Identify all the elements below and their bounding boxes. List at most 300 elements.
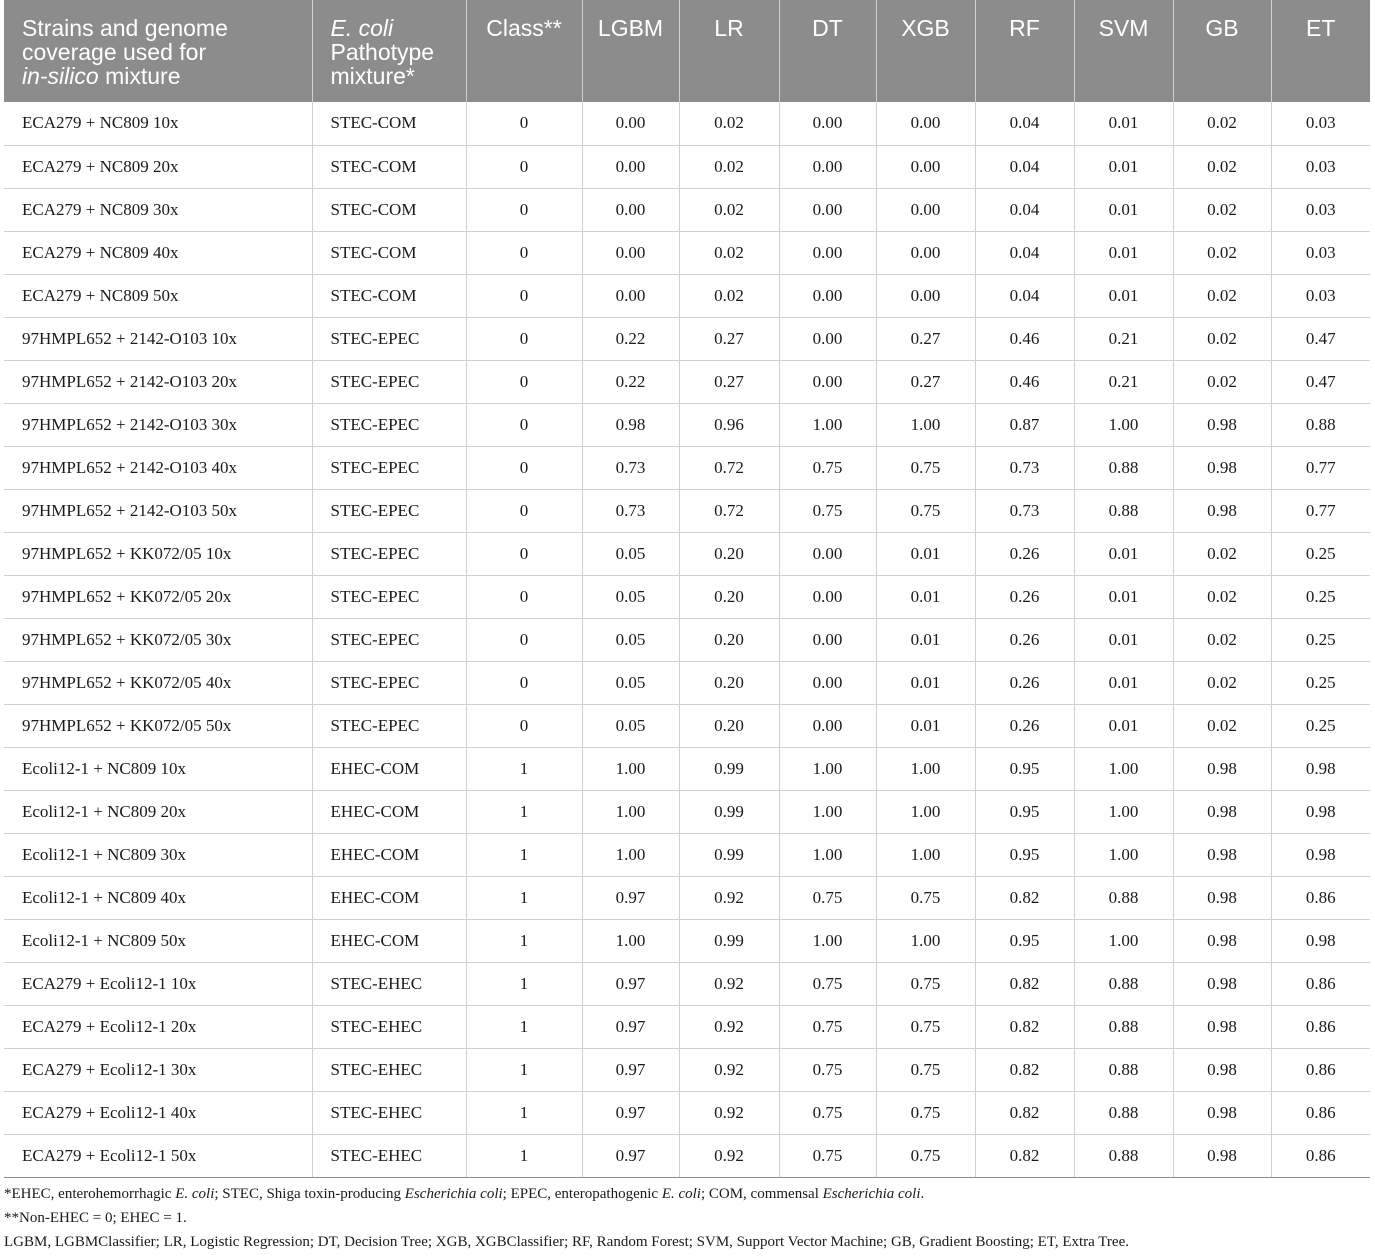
cell-score-dt: 0.00 <box>779 618 876 661</box>
cell-score-gb: 0.98 <box>1173 962 1271 1005</box>
cell-score-lgbm: 0.97 <box>582 1134 679 1177</box>
cell-class: 0 <box>466 575 582 618</box>
header-model-rf: RF <box>975 0 1074 102</box>
cell-score-rf: 0.04 <box>975 274 1074 317</box>
footnote-1-italic-d: Escherichia coli <box>822 1186 921 1202</box>
cell-score-dt: 1.00 <box>779 403 876 446</box>
cell-score-xgb: 1.00 <box>876 790 975 833</box>
cell-score-et: 0.03 <box>1271 231 1370 274</box>
cell-score-xgb: 0.75 <box>876 962 975 1005</box>
cell-score-xgb: 0.75 <box>876 446 975 489</box>
cell-score-et: 0.03 <box>1271 102 1370 145</box>
table-row <box>4 618 1370 661</box>
cell-pathotype: STEC-EHEC <box>312 1048 466 1091</box>
cell-score-dt: 1.00 <box>779 747 876 790</box>
cell-score-xgb: 0.00 <box>876 188 975 231</box>
cell-strain: 97HMPL652 + KK072/05 50x <box>4 704 312 747</box>
cell-score-gb: 0.02 <box>1173 532 1271 575</box>
cell-score-et: 0.98 <box>1271 790 1370 833</box>
cell-pathotype: STEC-COM <box>312 231 466 274</box>
cell-score-svm: 0.21 <box>1074 317 1173 360</box>
cell-score-lgbm: 0.05 <box>582 618 679 661</box>
cell-score-et: 0.86 <box>1271 1091 1370 1134</box>
results-table <box>4 0 1370 1178</box>
cell-score-svm: 0.01 <box>1074 618 1173 661</box>
cell-score-xgb: 0.75 <box>876 1091 975 1134</box>
cell-pathotype: STEC-COM <box>312 274 466 317</box>
cell-strain: 97HMPL652 + KK072/05 10x <box>4 532 312 575</box>
cell-score-et: 0.03 <box>1271 145 1370 188</box>
cell-score-lr: 0.20 <box>679 661 779 704</box>
cell-score-gb: 0.02 <box>1173 274 1271 317</box>
cell-score-lgbm: 0.22 <box>582 360 679 403</box>
cell-score-lr: 0.96 <box>679 403 779 446</box>
cell-class: 0 <box>466 145 582 188</box>
cell-score-lgbm: 0.97 <box>582 962 679 1005</box>
cell-score-rf: 0.46 <box>975 317 1074 360</box>
cell-score-et: 0.25 <box>1271 575 1370 618</box>
cell-score-gb: 0.98 <box>1173 1005 1271 1048</box>
cell-score-xgb: 0.75 <box>876 1005 975 1048</box>
cell-score-dt: 0.75 <box>779 962 876 1005</box>
cell-score-dt: 0.75 <box>779 1134 876 1177</box>
cell-score-rf: 0.95 <box>975 747 1074 790</box>
cell-score-svm: 1.00 <box>1074 747 1173 790</box>
table-row <box>4 1091 1370 1134</box>
cell-score-xgb: 0.75 <box>876 876 975 919</box>
cell-class: 1 <box>466 1005 582 1048</box>
cell-score-gb: 0.98 <box>1173 403 1271 446</box>
table-row <box>4 962 1370 1005</box>
cell-score-lr: 0.02 <box>679 102 779 145</box>
cell-pathotype: STEC-COM <box>312 145 466 188</box>
cell-score-et: 0.47 <box>1271 317 1370 360</box>
cell-score-et: 0.25 <box>1271 704 1370 747</box>
cell-class: 0 <box>466 661 582 704</box>
cell-score-et: 0.86 <box>1271 1048 1370 1091</box>
cell-score-gb: 0.02 <box>1173 102 1271 145</box>
cell-score-svm: 0.01 <box>1074 231 1173 274</box>
cell-strain: ECA279 + Ecoli12-1 50x <box>4 1134 312 1177</box>
cell-score-svm: 0.01 <box>1074 274 1173 317</box>
footnote-1-italic-c: E. coli <box>661 1186 701 1202</box>
cell-pathotype: STEC-EPEC <box>312 446 466 489</box>
cell-score-rf: 0.26 <box>975 704 1074 747</box>
header-pathotype-line3: mixture* <box>330 63 415 89</box>
cell-score-dt: 0.75 <box>779 876 876 919</box>
cell-score-lgbm: 1.00 <box>582 919 679 962</box>
cell-class: 0 <box>466 489 582 532</box>
cell-score-xgb: 0.00 <box>876 274 975 317</box>
cell-strain: Ecoli12-1 + NC809 30x <box>4 833 312 876</box>
cell-score-lgbm: 0.00 <box>582 102 679 145</box>
cell-strain: ECA279 + NC809 40x <box>4 231 312 274</box>
cell-score-xgb: 0.27 <box>876 360 975 403</box>
table-row <box>4 790 1370 833</box>
cell-class: 0 <box>466 360 582 403</box>
header-model-svm: SVM <box>1074 0 1173 102</box>
cell-score-gb: 0.02 <box>1173 317 1271 360</box>
cell-score-gb: 0.98 <box>1173 1048 1271 1091</box>
cell-score-et: 0.03 <box>1271 274 1370 317</box>
cell-strain: ECA279 + Ecoli12-1 30x <box>4 1048 312 1091</box>
cell-strain: ECA279 + Ecoli12-1 40x <box>4 1091 312 1134</box>
cell-class: 1 <box>466 833 582 876</box>
table-row <box>4 403 1370 446</box>
table-row <box>4 489 1370 532</box>
cell-score-gb: 0.02 <box>1173 360 1271 403</box>
table-row <box>4 747 1370 790</box>
table-footnotes <box>4 1182 1370 1254</box>
cell-class: 0 <box>466 446 582 489</box>
cell-score-lr: 0.27 <box>679 317 779 360</box>
header-strains-line1: Strains and genome <box>22 15 228 41</box>
cell-score-et: 0.77 <box>1271 446 1370 489</box>
header-pathotype-line2: Pathotype <box>330 39 435 65</box>
cell-score-et: 0.88 <box>1271 403 1370 446</box>
cell-score-lgbm: 0.97 <box>582 1005 679 1048</box>
cell-score-lr: 0.02 <box>679 188 779 231</box>
table-body <box>4 102 1370 1177</box>
header-row <box>4 0 1370 102</box>
footnote-1-text-c: ; EPEC, enteropathogenic <box>502 1186 662 1202</box>
cell-pathotype: EHEC-COM <box>312 747 466 790</box>
cell-score-lgbm: 1.00 <box>582 833 679 876</box>
cell-score-lr: 0.92 <box>679 1005 779 1048</box>
cell-score-lr: 0.20 <box>679 704 779 747</box>
cell-score-dt: 0.00 <box>779 145 876 188</box>
cell-score-dt: 0.00 <box>779 231 876 274</box>
cell-score-lr: 0.72 <box>679 489 779 532</box>
table-row <box>4 833 1370 876</box>
header-strains-line3: mixture <box>98 63 181 89</box>
cell-score-rf: 0.46 <box>975 360 1074 403</box>
cell-score-svm: 0.88 <box>1074 962 1173 1005</box>
cell-class: 0 <box>466 188 582 231</box>
cell-score-lr: 0.02 <box>679 274 779 317</box>
footnote-1-text-d: ; COM, commensal <box>700 1186 823 1202</box>
cell-pathotype: STEC-EPEC <box>312 532 466 575</box>
cell-score-dt: 0.75 <box>779 1005 876 1048</box>
cell-score-gb: 0.02 <box>1173 575 1271 618</box>
header-class: Class** <box>466 0 582 102</box>
cell-strain: Ecoli12-1 + NC809 20x <box>4 790 312 833</box>
cell-pathotype: STEC-EPEC <box>312 360 466 403</box>
cell-score-et: 0.25 <box>1271 532 1370 575</box>
footnote-1-text-e: . <box>920 1186 925 1202</box>
cell-score-et: 0.86 <box>1271 962 1370 1005</box>
cell-score-lgbm: 0.97 <box>582 1091 679 1134</box>
cell-score-rf: 0.04 <box>975 188 1074 231</box>
footnote-1-italic-a: E. coli <box>175 1186 215 1202</box>
table-row <box>4 1134 1370 1177</box>
cell-score-et: 0.25 <box>1271 618 1370 661</box>
cell-pathotype: STEC-EHEC <box>312 1091 466 1134</box>
cell-score-lgbm: 0.73 <box>582 489 679 532</box>
cell-score-rf: 0.73 <box>975 489 1074 532</box>
cell-score-lr: 0.99 <box>679 790 779 833</box>
header-pathotype <box>312 0 466 102</box>
header-model-dt: DT <box>779 0 876 102</box>
cell-score-gb: 0.98 <box>1173 1091 1271 1134</box>
footnote-1-text-b: ; STEC, Shiga toxin-producing <box>214 1186 405 1202</box>
cell-score-et: 0.98 <box>1271 747 1370 790</box>
cell-score-rf: 0.95 <box>975 833 1074 876</box>
cell-score-lgbm: 0.00 <box>582 274 679 317</box>
cell-score-svm: 0.88 <box>1074 1005 1173 1048</box>
results-table-container <box>4 0 1370 1178</box>
cell-strain: Ecoli12-1 + NC809 50x <box>4 919 312 962</box>
cell-score-dt: 1.00 <box>779 790 876 833</box>
cell-score-xgb: 0.75 <box>876 1048 975 1091</box>
cell-strain: 97HMPL652 + 2142-O103 10x <box>4 317 312 360</box>
cell-score-svm: 0.88 <box>1074 1134 1173 1177</box>
table-row <box>4 274 1370 317</box>
cell-strain: Ecoli12-1 + NC809 10x <box>4 747 312 790</box>
cell-score-lr: 0.20 <box>679 575 779 618</box>
cell-pathotype: STEC-COM <box>312 102 466 145</box>
cell-score-gb: 0.98 <box>1173 919 1271 962</box>
header-pathotype-italic: E. coli <box>330 15 394 41</box>
cell-strain: 97HMPL652 + KK072/05 30x <box>4 618 312 661</box>
cell-score-svm: 0.01 <box>1074 532 1173 575</box>
cell-pathotype: EHEC-COM <box>312 833 466 876</box>
cell-score-lgbm: 0.05 <box>582 661 679 704</box>
cell-score-xgb: 0.00 <box>876 231 975 274</box>
cell-score-gb: 0.98 <box>1173 489 1271 532</box>
cell-score-gb: 0.98 <box>1173 747 1271 790</box>
footnote-1-text-a: *EHEC, enterohemorrhagic <box>4 1186 176 1202</box>
cell-class: 1 <box>466 1134 582 1177</box>
cell-pathotype: STEC-COM <box>312 188 466 231</box>
cell-score-svm: 0.01 <box>1074 661 1173 704</box>
cell-score-gb: 0.98 <box>1173 446 1271 489</box>
cell-pathotype: STEC-EPEC <box>312 489 466 532</box>
cell-pathotype: STEC-EHEC <box>312 962 466 1005</box>
cell-score-gb: 0.02 <box>1173 618 1271 661</box>
cell-score-lgbm: 0.05 <box>582 532 679 575</box>
cell-score-svm: 0.01 <box>1074 704 1173 747</box>
footnote-1-italic-b: Escherichia coli <box>404 1186 503 1202</box>
cell-score-dt: 0.00 <box>779 274 876 317</box>
cell-score-et: 0.86 <box>1271 876 1370 919</box>
cell-pathotype: STEC-EPEC <box>312 704 466 747</box>
cell-class: 1 <box>466 1048 582 1091</box>
cell-score-lr: 0.92 <box>679 876 779 919</box>
cell-pathotype: STEC-EHEC <box>312 1005 466 1048</box>
cell-score-et: 0.98 <box>1271 833 1370 876</box>
cell-class: 0 <box>466 532 582 575</box>
header-strains-line2: coverage used for <box>22 39 207 65</box>
cell-score-dt: 0.75 <box>779 489 876 532</box>
cell-score-lr: 0.92 <box>679 962 779 1005</box>
cell-score-rf: 0.82 <box>975 962 1074 1005</box>
cell-score-lr: 0.20 <box>679 618 779 661</box>
cell-score-svm: 1.00 <box>1074 403 1173 446</box>
table-row <box>4 532 1370 575</box>
cell-score-lr: 0.27 <box>679 360 779 403</box>
cell-score-lgbm: 1.00 <box>582 790 679 833</box>
cell-score-xgb: 1.00 <box>876 919 975 962</box>
table-row <box>4 145 1370 188</box>
cell-score-gb: 0.02 <box>1173 661 1271 704</box>
cell-score-lr: 0.02 <box>679 231 779 274</box>
cell-score-xgb: 0.00 <box>876 102 975 145</box>
cell-score-et: 0.47 <box>1271 360 1370 403</box>
cell-score-xgb: 1.00 <box>876 403 975 446</box>
cell-score-et: 0.03 <box>1271 188 1370 231</box>
cell-pathotype: STEC-EPEC <box>312 317 466 360</box>
cell-score-dt: 0.00 <box>779 532 876 575</box>
table-header <box>4 0 1370 102</box>
cell-pathotype: EHEC-COM <box>312 876 466 919</box>
cell-score-et: 0.86 <box>1271 1005 1370 1048</box>
header-strains-italic: in-silico <box>22 63 99 89</box>
cell-score-lr: 0.92 <box>679 1048 779 1091</box>
cell-score-svm: 0.01 <box>1074 102 1173 145</box>
cell-score-dt: 0.00 <box>779 102 876 145</box>
table-row <box>4 876 1370 919</box>
cell-score-dt: 1.00 <box>779 833 876 876</box>
cell-score-rf: 0.95 <box>975 919 1074 962</box>
cell-score-lgbm: 0.98 <box>582 403 679 446</box>
cell-score-lr: 0.99 <box>679 833 779 876</box>
cell-class: 0 <box>466 231 582 274</box>
cell-score-dt: 0.00 <box>779 360 876 403</box>
cell-score-et: 0.98 <box>1271 919 1370 962</box>
cell-score-svm: 0.21 <box>1074 360 1173 403</box>
cell-score-gb: 0.98 <box>1173 1134 1271 1177</box>
cell-score-rf: 0.82 <box>975 1134 1074 1177</box>
cell-score-svm: 1.00 <box>1074 790 1173 833</box>
cell-score-rf: 0.82 <box>975 1091 1074 1134</box>
cell-score-xgb: 0.01 <box>876 704 975 747</box>
cell-score-gb: 0.98 <box>1173 790 1271 833</box>
table-row <box>4 704 1370 747</box>
cell-score-xgb: 0.27 <box>876 317 975 360</box>
table-row <box>4 446 1370 489</box>
cell-score-svm: 0.01 <box>1074 145 1173 188</box>
cell-score-rf: 0.04 <box>975 231 1074 274</box>
cell-score-lgbm: 0.00 <box>582 188 679 231</box>
cell-score-et: 0.86 <box>1271 1134 1370 1177</box>
cell-pathotype: STEC-EHEC <box>312 1134 466 1177</box>
cell-pathotype: STEC-EPEC <box>312 403 466 446</box>
cell-strain: 97HMPL652 + 2142-O103 30x <box>4 403 312 446</box>
cell-score-dt: 0.00 <box>779 317 876 360</box>
cell-score-rf: 0.95 <box>975 790 1074 833</box>
cell-score-rf: 0.26 <box>975 575 1074 618</box>
cell-score-gb: 0.98 <box>1173 833 1271 876</box>
cell-score-lgbm: 0.73 <box>582 446 679 489</box>
cell-score-dt: 0.00 <box>779 661 876 704</box>
cell-score-rf: 0.82 <box>975 1005 1074 1048</box>
header-model-lgbm: LGBM <box>582 0 679 102</box>
cell-score-rf: 0.26 <box>975 532 1074 575</box>
table-row <box>4 188 1370 231</box>
cell-score-dt: 1.00 <box>779 919 876 962</box>
cell-score-dt: 0.75 <box>779 446 876 489</box>
table-row <box>4 1005 1370 1048</box>
cell-score-rf: 0.87 <box>975 403 1074 446</box>
cell-score-gb: 0.02 <box>1173 145 1271 188</box>
cell-score-lr: 0.99 <box>679 919 779 962</box>
cell-score-xgb: 0.00 <box>876 145 975 188</box>
cell-score-xgb: 0.01 <box>876 575 975 618</box>
table-row <box>4 575 1370 618</box>
cell-score-rf: 0.82 <box>975 876 1074 919</box>
cell-pathotype: STEC-EPEC <box>312 661 466 704</box>
cell-score-svm: 0.88 <box>1074 876 1173 919</box>
cell-score-lgbm: 0.00 <box>582 231 679 274</box>
cell-score-dt: 0.00 <box>779 575 876 618</box>
footnote-abbreviations-pathotype <box>4 1182 1370 1206</box>
cell-score-xgb: 0.01 <box>876 661 975 704</box>
cell-strain: ECA279 + NC809 50x <box>4 274 312 317</box>
header-model-xgb: XGB <box>876 0 975 102</box>
cell-score-dt: 0.00 <box>779 188 876 231</box>
cell-score-dt: 0.75 <box>779 1091 876 1134</box>
cell-score-gb: 0.02 <box>1173 704 1271 747</box>
cell-score-xgb: 0.01 <box>876 618 975 661</box>
cell-class: 0 <box>466 618 582 661</box>
cell-pathotype: EHEC-COM <box>312 919 466 962</box>
cell-score-lgbm: 0.05 <box>582 575 679 618</box>
cell-strain: ECA279 + Ecoli12-1 20x <box>4 1005 312 1048</box>
cell-score-svm: 0.01 <box>1074 188 1173 231</box>
cell-score-rf: 0.26 <box>975 618 1074 661</box>
cell-class: 1 <box>466 790 582 833</box>
cell-score-lgbm: 0.22 <box>582 317 679 360</box>
cell-score-gb: 0.98 <box>1173 876 1271 919</box>
cell-class: 0 <box>466 102 582 145</box>
cell-class: 1 <box>466 747 582 790</box>
cell-score-xgb: 1.00 <box>876 747 975 790</box>
cell-score-rf: 0.04 <box>975 102 1074 145</box>
header-model-et: ET <box>1271 0 1370 102</box>
cell-score-svm: 0.88 <box>1074 489 1173 532</box>
cell-score-svm: 1.00 <box>1074 919 1173 962</box>
cell-score-dt: 0.75 <box>779 1048 876 1091</box>
cell-score-lgbm: 1.00 <box>582 747 679 790</box>
cell-strain: Ecoli12-1 + NC809 40x <box>4 876 312 919</box>
cell-score-dt: 0.00 <box>779 704 876 747</box>
cell-score-xgb: 0.01 <box>876 532 975 575</box>
table-row <box>4 919 1370 962</box>
cell-score-lr: 0.92 <box>679 1134 779 1177</box>
cell-score-xgb: 0.75 <box>876 1134 975 1177</box>
cell-strain: ECA279 + NC809 20x <box>4 145 312 188</box>
footnote-model-abbreviations: LGBM, LGBMClassifier; LR, Logistic Regression; DT, Decision Tree; XGB, XGBClassifier; RF, Random Forest; SVM, Support Vector Machine; GB, Gradient Boosting; ET, Extra Tree. <box>4 1234 1129 1250</box>
cell-strain: 97HMPL652 + KK072/05 40x <box>4 661 312 704</box>
cell-strain: ECA279 + NC809 10x <box>4 102 312 145</box>
header-model-gb: GB <box>1173 0 1271 102</box>
cell-class: 0 <box>466 403 582 446</box>
table-row <box>4 231 1370 274</box>
cell-score-rf: 0.73 <box>975 446 1074 489</box>
header-model-lr: LR <box>679 0 779 102</box>
cell-strain: ECA279 + Ecoli12-1 10x <box>4 962 312 1005</box>
cell-pathotype: EHEC-COM <box>312 790 466 833</box>
cell-strain: 97HMPL652 + 2142-O103 20x <box>4 360 312 403</box>
cell-score-lr: 0.99 <box>679 747 779 790</box>
cell-strain: 97HMPL652 + 2142-O103 50x <box>4 489 312 532</box>
cell-score-lgbm: 0.97 <box>582 876 679 919</box>
cell-class: 0 <box>466 704 582 747</box>
cell-score-lr: 0.02 <box>679 145 779 188</box>
cell-score-rf: 0.04 <box>975 145 1074 188</box>
table-row <box>4 102 1370 145</box>
